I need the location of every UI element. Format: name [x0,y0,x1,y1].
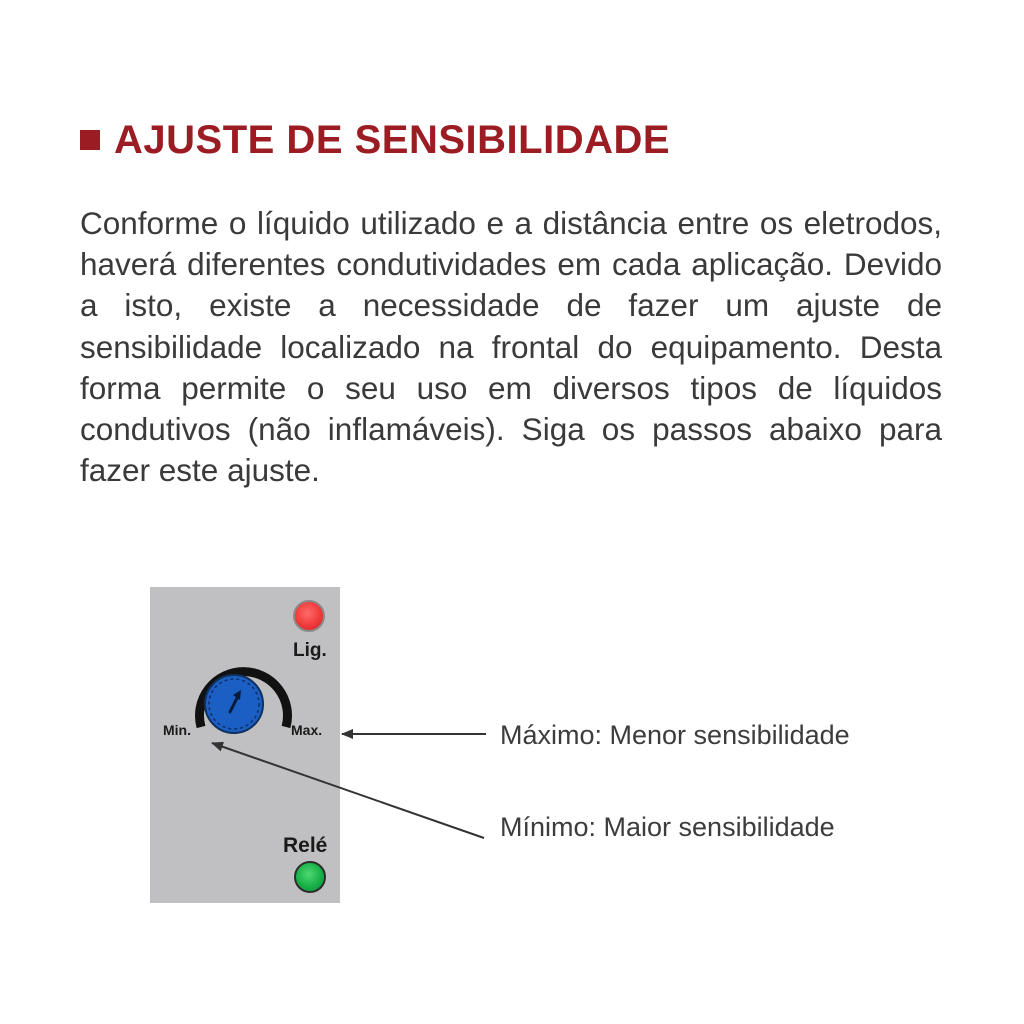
min-callout-arrow [212,743,484,838]
sensitivity-knob[interactable] [205,675,263,733]
max-label: Max. [291,722,323,738]
min-callout-text: Mínimo: Maior sensibilidade [500,812,835,842]
power-led [293,600,325,632]
power-led-label: Lig. [293,640,327,661]
relay-led-label: Relé [283,834,328,857]
min-label: Min. [163,722,191,738]
section-title: AJUSTE DE SENSIBILIDADE [114,118,671,162]
relay-led [294,861,326,893]
body-paragraph: Conforme o líquido utilizado e a distância entre os eletrodos, haverá diferentes condutividades em cada aplicação. Devido a isto, existe a necessidade de fazer um ajuste de sensibilidade localizado na frontal do equipamento. Desta forma permite o seu uso em diversos tipos de líquidos condutivos (não inflamáveis). Siga os passos abaixo para fazer este ajuste. [80,205,942,489]
max-callout-text: Máximo: Menor sensibilidade [500,720,850,750]
